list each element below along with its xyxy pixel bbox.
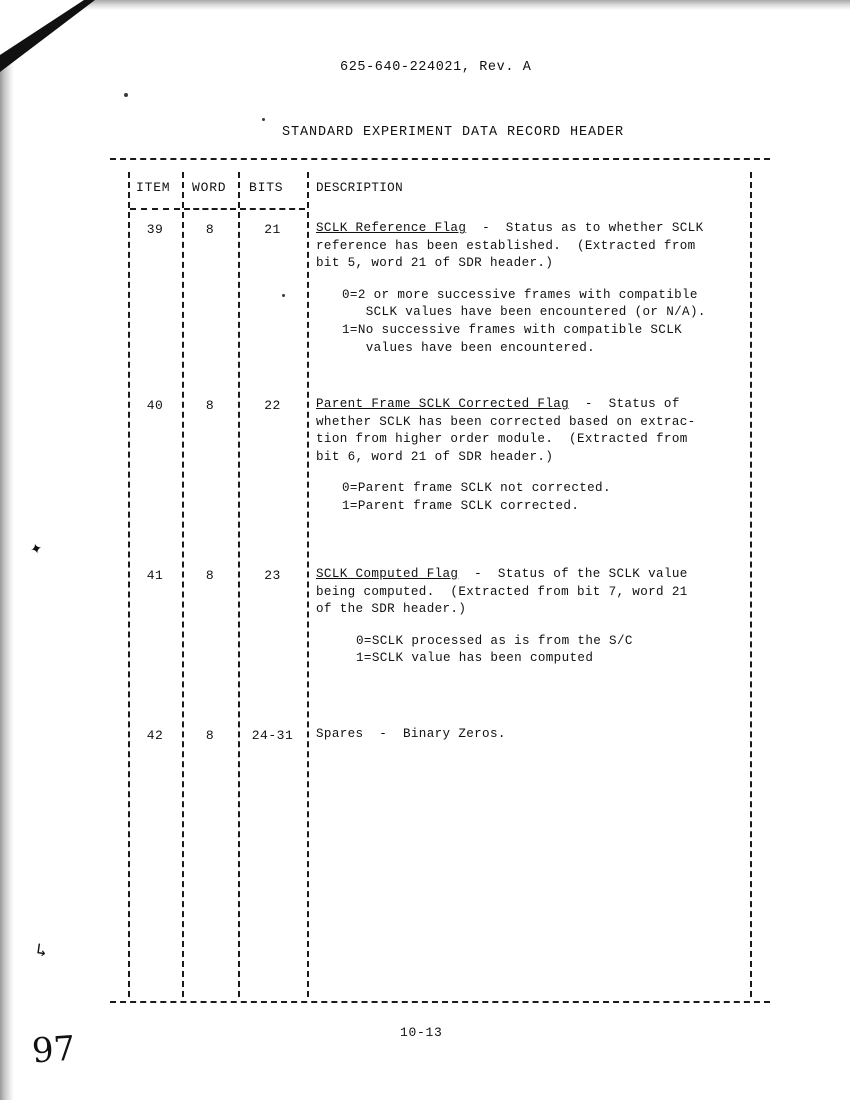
table-cell-bits: 24-31 bbox=[251, 728, 294, 743]
description-term: Parent Frame SCLK Corrected Flag bbox=[316, 397, 570, 411]
table-cell-word: 8 bbox=[205, 728, 215, 743]
description-option-line: values have been encountered. bbox=[342, 340, 596, 355]
table-cell-description bbox=[316, 220, 746, 357]
description-line: bit 5, word 21 of SDR header.) bbox=[316, 256, 554, 271]
column-header-item: ITEM bbox=[136, 180, 171, 195]
description-line: Parent Frame SCLK Corrected Flag - Status of bbox=[316, 397, 680, 411]
page-title: STANDARD EXPERIMENT DATA RECORD HEADER bbox=[282, 125, 625, 140]
header-separator-word bbox=[184, 208, 236, 210]
header-separator-item bbox=[130, 208, 180, 210]
description-line: tion from higher order module. (Extracted from bbox=[316, 432, 688, 447]
table-cell-description bbox=[316, 726, 746, 744]
description-option-line: 0=Parent frame SCLK not corrected. bbox=[342, 481, 611, 496]
table-cell-item: 42 bbox=[146, 728, 164, 743]
description-term: SCLK Reference Flag bbox=[316, 221, 467, 235]
header-separator-bits bbox=[240, 208, 305, 210]
description-option-line: 1=No successive frames with compatible SCLK bbox=[342, 322, 683, 337]
description-line: SCLK Reference Flag - Status as to whether SCLK bbox=[316, 221, 704, 235]
description-line: bit 6, word 21 of SDR header.) bbox=[316, 449, 554, 464]
description-option-line: 1=SCLK value has been computed bbox=[356, 651, 594, 666]
description-gap bbox=[316, 273, 746, 287]
description-line: reference has been established. (Extracted from bbox=[316, 238, 696, 253]
handwritten-mark: ✦ bbox=[27, 536, 46, 563]
table-cell-bits: 23 bbox=[264, 568, 281, 583]
handwritten-mark: ↳ bbox=[34, 941, 49, 963]
scan-left-edge bbox=[0, 0, 14, 1100]
header-field-table bbox=[110, 158, 770, 1003]
scan-speck bbox=[124, 93, 128, 97]
table-cell-description bbox=[316, 396, 746, 516]
table-column-rule-right bbox=[750, 172, 752, 997]
page-number: 10-13 bbox=[400, 1025, 443, 1040]
description-option-line: 0=SCLK processed as is from the S/C bbox=[356, 633, 633, 648]
description-gap bbox=[316, 619, 746, 633]
table-cell-item: 39 bbox=[146, 222, 164, 237]
table-cell-word: 8 bbox=[205, 222, 215, 237]
column-header-description: DESCRIPTION bbox=[316, 181, 403, 195]
column-header-bits: BITS bbox=[249, 180, 284, 195]
table-cell-item: 40 bbox=[146, 398, 164, 413]
scan-top-edge bbox=[0, 0, 850, 10]
description-line: being computed. (Extracted from bit 7, word 21 bbox=[316, 584, 688, 599]
table-column-rule-item-word bbox=[182, 172, 184, 997]
table-column-rule-word-bits bbox=[238, 172, 240, 997]
description-line: SCLK Computed Flag - Status of the SCLK value bbox=[316, 567, 688, 581]
description-option-line: 0=2 or more successive frames with compatible bbox=[342, 287, 698, 302]
description-line: Spares - Binary Zeros. bbox=[316, 727, 506, 741]
table-cell-word: 8 bbox=[205, 568, 215, 583]
table-cell-description bbox=[316, 566, 746, 668]
document-number: 625-640-224021, Rev. A bbox=[340, 60, 532, 75]
table-bottom-border bbox=[110, 1001, 770, 1003]
handwritten-page-number: 97 bbox=[30, 1028, 77, 1072]
table-cell-bits: 21 bbox=[264, 222, 281, 237]
table-cell-bits: 22 bbox=[264, 398, 281, 413]
table-top-border bbox=[110, 158, 770, 160]
description-option-line: 1=Parent frame SCLK corrected. bbox=[342, 498, 580, 513]
column-header-word: WORD bbox=[192, 180, 227, 195]
table-cell-item: 41 bbox=[146, 568, 164, 583]
description-line: whether SCLK has been corrected based on extrac- bbox=[316, 414, 696, 429]
scan-speck bbox=[262, 118, 265, 121]
scan-corner-fold-inner bbox=[0, 0, 84, 55]
table-cell-word: 8 bbox=[205, 398, 215, 413]
description-line: of the SDR header.) bbox=[316, 602, 467, 617]
table-column-rule-left bbox=[128, 172, 130, 997]
description-option-line: SCLK values have been encountered (or N/A). bbox=[342, 305, 706, 320]
description-gap bbox=[316, 466, 746, 480]
table-column-rule-bits-desc bbox=[307, 172, 309, 997]
description-term: SCLK Computed Flag bbox=[316, 567, 459, 581]
